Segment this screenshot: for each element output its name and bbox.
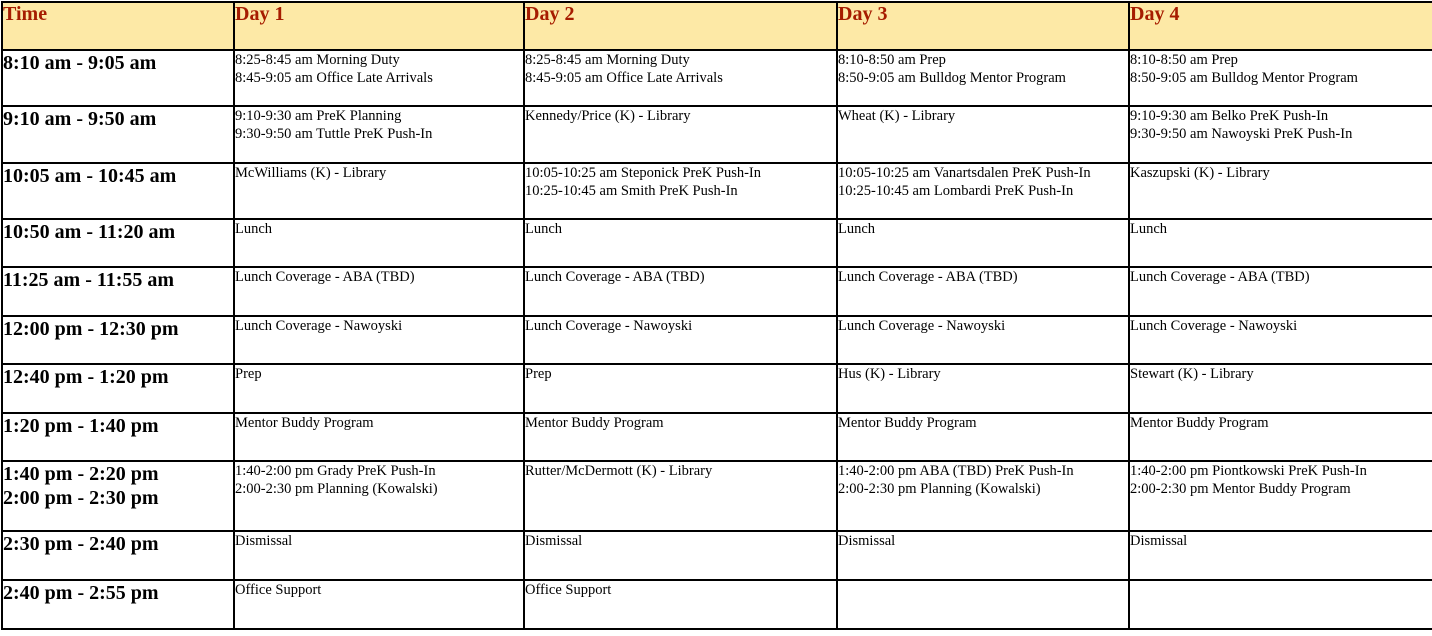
- schedule-entry: 8:45-9:05 am Office Late Arrivals: [525, 70, 723, 86]
- day-3-cell: [837, 267, 1129, 316]
- day-1-cell: [234, 580, 524, 629]
- schedule-entry: 8:45-9:05 am Office Late Arrivals: [235, 70, 433, 86]
- schedule-header: [2, 2, 1432, 50]
- day-3-cell: [837, 364, 1129, 413]
- schedule-entry: Lunch: [838, 221, 876, 237]
- schedule-entry: Mentor Buddy Program: [1130, 415, 1269, 431]
- day-1-cell: [234, 413, 524, 461]
- schedule-entry: Kaszupski (K) - Library: [1130, 165, 1270, 181]
- schedule-table: [1, 1, 1432, 630]
- schedule-entry: 9:10-9:30 am PreK Planning: [235, 108, 402, 124]
- schedule-row: [2, 413, 1432, 461]
- day-4-cell: [1129, 163, 1432, 219]
- schedule-entry: Mentor Buddy Program: [525, 415, 664, 431]
- schedule-entry: Hus (K) - Library: [838, 366, 941, 382]
- schedule-entry: Office Support: [235, 582, 322, 598]
- day-2-cell: [524, 106, 837, 163]
- schedule-entry: Prep: [235, 366, 262, 382]
- schedule-row: [2, 106, 1432, 163]
- day-1-cell: [234, 219, 524, 267]
- schedule-row: [2, 50, 1432, 106]
- day-3-cell: [837, 413, 1129, 461]
- schedule-row: [2, 461, 1432, 531]
- header-time: Time: [2, 2, 234, 50]
- day-2-cell: [524, 219, 837, 267]
- time-slot-cell: [2, 219, 234, 267]
- day-1-cell: [234, 50, 524, 106]
- day-3-cell: [837, 461, 1129, 531]
- schedule-entry: 10:25-10:45 am Smith PreK Push-In: [525, 183, 738, 199]
- day-4-cell: [1129, 267, 1432, 316]
- day-1-cell: [234, 531, 524, 580]
- time-slot-cell: [2, 580, 234, 629]
- schedule-entry: 8:25-8:45 am Morning Duty: [525, 52, 690, 68]
- schedule-entry: Dismissal: [235, 533, 293, 549]
- schedule-entry: 1:40-2:00 pm ABA (TBD) PreK Push-In: [838, 463, 1074, 479]
- schedule-entry: Lunch: [235, 221, 273, 237]
- schedule-entry: Wheat (K) - Library: [838, 108, 956, 124]
- day-3-cell: [837, 106, 1129, 163]
- schedule-entry: 10:05-10:25 am Steponick PreK Push-In: [525, 165, 762, 181]
- schedule-row: [2, 163, 1432, 219]
- day-4-cell: [1129, 461, 1432, 531]
- schedule-entry: Rutter/McDermott (K) - Library: [525, 463, 713, 479]
- time-slot-label: 10:50 am - 11:20 am: [3, 221, 176, 243]
- day-2-cell: [524, 50, 837, 106]
- schedule-entry: Lunch: [1130, 221, 1168, 237]
- schedule-entry: 9:10-9:30 am Belko PreK Push-In: [1130, 108, 1329, 124]
- day-4-cell: [1129, 364, 1432, 413]
- schedule-entry: Lunch: [525, 221, 563, 237]
- schedule-entry: Lunch Coverage - Nawoyski: [235, 318, 403, 334]
- day-3-cell: [837, 50, 1129, 106]
- day-2-cell: [524, 461, 837, 531]
- schedule-entry: Prep: [525, 366, 552, 382]
- day-3-cell: [837, 580, 1129, 629]
- schedule-row: [2, 219, 1432, 267]
- schedule-entry: 9:30-9:50 am Tuttle PreK Push-In: [235, 126, 433, 142]
- schedule-entry: 8:50-9:05 am Bulldog Mentor Program: [1130, 70, 1358, 86]
- schedule-entry: 8:50-9:05 am Bulldog Mentor Program: [838, 70, 1066, 86]
- time-slot-label: 11:25 am - 11:55 am: [3, 269, 175, 291]
- schedule-entry: Dismissal: [525, 533, 583, 549]
- day-2-cell: [524, 163, 837, 219]
- header-day-2: Day 2: [524, 2, 837, 50]
- time-slot-label: 2:00 pm - 2:30 pm: [3, 487, 159, 509]
- day-4-cell: [1129, 50, 1432, 106]
- schedule-entry: 9:30-9:50 am Nawoyski PreK Push-In: [1130, 126, 1353, 142]
- day-2-cell: [524, 267, 837, 316]
- schedule-entry: Dismissal: [838, 533, 896, 549]
- day-3-cell: [837, 163, 1129, 219]
- schedule-entry: 2:00-2:30 pm Mentor Buddy Program: [1130, 481, 1351, 497]
- day-1-cell: [234, 364, 524, 413]
- time-slot-cell: [2, 461, 234, 531]
- schedule-entry: Mentor Buddy Program: [235, 415, 374, 431]
- schedule-entry: Lunch Coverage - ABA (TBD): [1130, 269, 1310, 285]
- schedule-entry: Kennedy/Price (K) - Library: [525, 108, 691, 124]
- schedule-row: [2, 580, 1432, 629]
- schedule-entry: 8:25-8:45 am Morning Duty: [235, 52, 400, 68]
- schedule-row: [2, 531, 1432, 580]
- day-4-cell: [1129, 316, 1432, 364]
- time-slot-label: 1:20 pm - 1:40 pm: [3, 415, 159, 437]
- day-4-cell: [1129, 580, 1432, 629]
- schedule-entry: Lunch Coverage - ABA (TBD): [525, 269, 705, 285]
- schedule-entry: Lunch Coverage - Nawoyski: [525, 318, 693, 334]
- day-2-cell: [524, 531, 837, 580]
- schedule-entry: 1:40-2:00 pm Grady PreK Push-In: [235, 463, 436, 479]
- schedule-entry: Office Support: [525, 582, 612, 598]
- day-3-cell: [837, 219, 1129, 267]
- time-slot-label: 8:10 am - 9:05 am: [3, 52, 157, 74]
- time-slot-cell: [2, 531, 234, 580]
- schedule-row: [2, 267, 1432, 316]
- day-1-cell: [234, 106, 524, 163]
- schedule-entry: Stewart (K) - Library: [1130, 366, 1254, 382]
- schedule-entry: 2:00-2:30 pm Planning (Kowalski): [838, 481, 1041, 497]
- day-3-cell: [837, 531, 1129, 580]
- time-slot-cell: [2, 413, 234, 461]
- time-slot-cell: [2, 267, 234, 316]
- header-day-1: Day 1: [234, 2, 524, 50]
- schedule-entry: 10:05-10:25 am Vanartsdalen PreK Push-In: [838, 165, 1091, 181]
- schedule-row: [2, 316, 1432, 364]
- schedule-entry: 2:00-2:30 pm Planning (Kowalski): [235, 481, 438, 497]
- schedule-body: [2, 50, 1432, 629]
- day-2-cell: [524, 413, 837, 461]
- day-2-cell: [524, 364, 837, 413]
- schedule-entry: Lunch Coverage - Nawoyski: [1130, 318, 1298, 334]
- schedule-entry: Dismissal: [1130, 533, 1188, 549]
- day-1-cell: [234, 316, 524, 364]
- schedule-row: [2, 364, 1432, 413]
- time-slot-cell: [2, 50, 234, 106]
- schedule-entry: Lunch Coverage - Nawoyski: [838, 318, 1006, 334]
- time-slot-label: 12:40 pm - 1:20 pm: [3, 366, 169, 388]
- schedule-entry: 10:25-10:45 am Lombardi PreK Push-In: [838, 183, 1074, 199]
- time-slot-label: 1:40 pm - 2:20 pm: [3, 463, 159, 485]
- schedule-entry: Mentor Buddy Program: [838, 415, 977, 431]
- schedule-entry: Lunch Coverage - ABA (TBD): [235, 269, 415, 285]
- time-slot-label: 9:10 am - 9:50 am: [3, 108, 157, 130]
- schedule-entry: 8:10-8:50 am Prep: [1130, 52, 1238, 68]
- day-4-cell: [1129, 106, 1432, 163]
- day-1-cell: [234, 267, 524, 316]
- header-row: [2, 2, 1432, 50]
- header-day-3: Day 3: [837, 2, 1129, 50]
- day-2-cell: [524, 580, 837, 629]
- schedule-entry: 8:10-8:50 am Prep: [838, 52, 946, 68]
- day-1-cell: [234, 461, 524, 531]
- time-slot-label: 10:05 am - 10:45 am: [3, 165, 177, 187]
- day-2-cell: [524, 316, 837, 364]
- day-4-cell: [1129, 531, 1432, 580]
- time-slot-cell: [2, 163, 234, 219]
- day-1-cell: [234, 163, 524, 219]
- time-slot-cell: [2, 364, 234, 413]
- time-slot-cell: [2, 106, 234, 163]
- schedule-entry: Lunch Coverage - ABA (TBD): [838, 269, 1018, 285]
- day-4-cell: [1129, 219, 1432, 267]
- header-day-4: Day 4: [1129, 2, 1432, 50]
- schedule-entry: McWilliams (K) - Library: [235, 165, 387, 181]
- day-4-cell: [1129, 413, 1432, 461]
- time-slot-label: 12:00 pm - 12:30 pm: [3, 318, 179, 340]
- time-slot-label: 2:40 pm - 2:55 pm: [3, 582, 159, 604]
- time-slot-cell: [2, 316, 234, 364]
- schedule-entry: 1:40-2:00 pm Piontkowski PreK Push-In: [1130, 463, 1367, 479]
- time-slot-label: 2:30 pm - 2:40 pm: [3, 533, 159, 555]
- day-3-cell: [837, 316, 1129, 364]
